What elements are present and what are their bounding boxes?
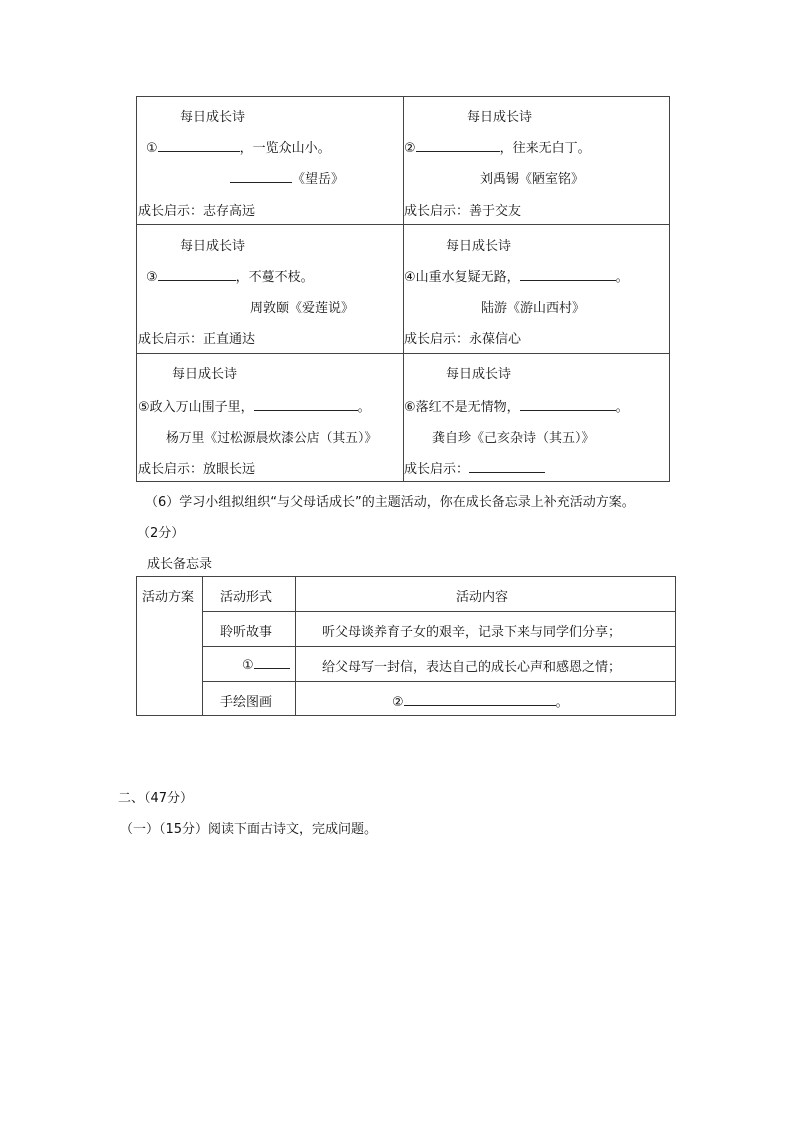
memo-row-header: 活动方案 bbox=[142, 590, 195, 605]
card-source: 刘禹锡《陋室铭》 bbox=[480, 172, 585, 187]
table-divider bbox=[137, 353, 669, 354]
memo-col-form: 活动形式 bbox=[220, 590, 273, 605]
question-score: （2分） bbox=[137, 526, 185, 541]
answer-blank[interactable] bbox=[254, 656, 290, 669]
answer-blank[interactable] bbox=[520, 398, 616, 411]
answer-blank[interactable] bbox=[254, 398, 358, 411]
memo-form-cell: 聆听故事 bbox=[220, 625, 273, 640]
memo-content-cell: ② 。 bbox=[392, 695, 569, 710]
table-divider bbox=[202, 646, 675, 647]
card-source: 龚自珍《己亥杂诗（其五）》 bbox=[432, 431, 595, 446]
memo-title: 成长备忘录 bbox=[147, 557, 213, 572]
answer-blank[interactable] bbox=[230, 170, 292, 183]
card-tip: 成长启示：志存高远 bbox=[138, 204, 256, 219]
answer-blank[interactable] bbox=[158, 268, 236, 281]
card-tip: 成长启示：正直通达 bbox=[138, 332, 256, 347]
card-line: ① ，一览众山小。 bbox=[146, 141, 331, 156]
card-title: 每日成长诗 bbox=[446, 367, 512, 382]
memo-content-cell: 给父母写一封信，表达自己的成长心声和感恩之情； bbox=[322, 660, 622, 675]
section-heading: 二、（47分） bbox=[118, 791, 194, 806]
card-source: 周敦颐《爱莲说》 bbox=[250, 301, 355, 316]
memo-col-content: 活动内容 bbox=[456, 590, 509, 605]
question-text: （6）学习小组拟组织“与父母话成长”的主题活动，你在成长备忘录上补充活动方案。 bbox=[145, 495, 635, 510]
card-title: 每日成长诗 bbox=[172, 367, 238, 382]
answer-blank[interactable] bbox=[416, 139, 500, 152]
answer-blank[interactable] bbox=[520, 268, 616, 281]
answer-blank[interactable] bbox=[469, 460, 545, 473]
card-line: ⑤政入万山围子里， 。 bbox=[138, 400, 371, 415]
answer-blank[interactable] bbox=[158, 139, 240, 152]
card-title: 每日成长诗 bbox=[467, 110, 533, 125]
card-title: 每日成长诗 bbox=[180, 239, 246, 254]
table-divider bbox=[202, 611, 675, 612]
section-subheading: （一）（15分）阅读下面古诗文，完成问题。 bbox=[120, 822, 378, 837]
card-source: 杨万里《过松源晨炊漆公店（其五）》 bbox=[166, 431, 378, 446]
card-line: ③ ，不蔓不枝。 bbox=[146, 270, 314, 285]
card-line: ② ，往来无白丁。 bbox=[404, 141, 591, 156]
memo-content-cell: 听父母谈养育子女的艰辛，记录下来与同学们分享； bbox=[322, 625, 622, 640]
card-tip: 成长启示：放眼长远 bbox=[138, 462, 256, 477]
card-title: 每日成长诗 bbox=[446, 239, 512, 254]
card-line: ④山重水复疑无路， 。 bbox=[404, 270, 629, 285]
table-divider bbox=[137, 224, 669, 225]
card-tip: 成长启示：善于交友 bbox=[404, 204, 522, 219]
card-source: 陆游《游山西村》 bbox=[481, 301, 586, 316]
card-title: 每日成长诗 bbox=[180, 110, 246, 125]
memo-form-cell: ① bbox=[242, 656, 290, 673]
memo-form-cell: 手绘图画 bbox=[220, 695, 273, 710]
card-tip: 成长启示：永葆信心 bbox=[404, 332, 522, 347]
card-tip: 成长启示： bbox=[404, 458, 545, 477]
card-line: ⑥落红不是无情物， 。 bbox=[404, 400, 629, 415]
answer-blank[interactable] bbox=[404, 693, 556, 706]
table-divider bbox=[202, 681, 675, 682]
card-source: 《望岳》 bbox=[230, 168, 344, 187]
